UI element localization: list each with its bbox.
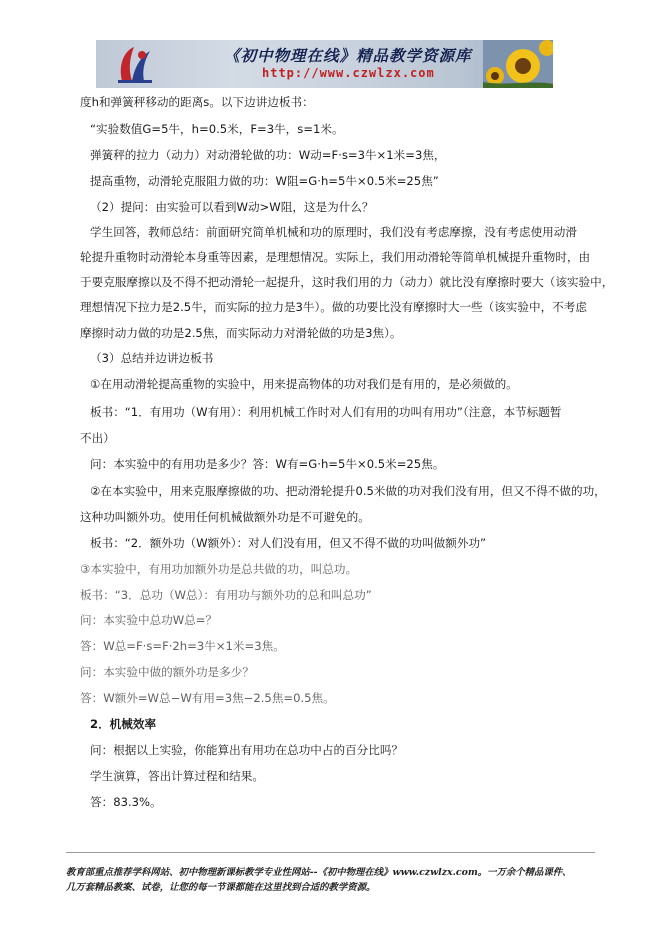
- logo-icon: [114, 43, 158, 85]
- text-line: 学生回答，教师总结：前面研究简单机械和功的原理时，我们没有考虑摩擦，没有考虑使用动滑: [90, 225, 577, 239]
- text-line: 问：本实验中总功W总=？: [80, 613, 218, 627]
- header-banner: [96, 40, 553, 88]
- text-line: 问：根据以上实验，你能算出有用功在总功中占的百分比吗？: [90, 743, 404, 757]
- section-heading: 2．机械效率: [90, 717, 157, 731]
- text-line: 弹簧秤的拉力（动力）对动滑轮做的功：W动=F·s=3牛×1米=3焦，: [90, 148, 446, 162]
- text-line: 板书：“3．总功（W总）：有用功与额外功的总和叫总功”: [80, 588, 372, 602]
- text-line: 答：83.3%。: [90, 795, 162, 809]
- text-line: （2）提问：由实验可以看到W动>W阻，这是为什么？: [90, 200, 374, 214]
- text-line: ①在用动滑轮提高重物的实验中，用来提高物体的功对我们是有用的，是必须做的。: [90, 377, 518, 391]
- footer-divider: [66, 852, 595, 853]
- text-line: （3）总结并边讲边板书: [90, 351, 214, 365]
- text-line: “实验数值G=5牛，h=0.5米，F=3牛，s=1米。: [90, 122, 344, 136]
- text-line: 板书：“1．有用功（W有用）：利用机械工作时对人们有用的功叫有用功”（注意，本节标题暂: [90, 405, 562, 419]
- text-line: ②在本实验中，用来克服摩擦做的功、把动滑轮提升0.5米做的功对我们没有用，但又不得不做的功，: [90, 484, 606, 498]
- text-line: 轮提升重物时动滑轮本身重等因素，是理想情况。实际上，我们用动滑轮等简单机械提升重物时，由: [80, 250, 591, 264]
- text-line: ③本实验中，有用功加额外功是总共做的功，叫总功。: [80, 562, 358, 576]
- text-line: 于要克服摩擦以及不得不把动滑轮一起提升，这时我们用的力（动力）就比没有摩擦时要大（该实验中，: [80, 275, 614, 289]
- text-line: 提高重物，动滑轮克服阻力做的功：W阻=G·h=5牛×0.5米=25焦”: [90, 174, 439, 188]
- text-line: 度h和弹簧秤移动的距离s。以下边讲边板书：: [80, 95, 314, 109]
- text-line: 学生演算，答出计算过程和结果。: [90, 769, 264, 783]
- banner-title: 《初中物理在线》精品教学资源库: [224, 47, 472, 65]
- banner-url[interactable]: http://www.czwlzx.com: [262, 66, 435, 80]
- footer-line: 几万套精品教案、试卷，让您的每一节课都能在这里找到合适的教学资源。: [66, 882, 376, 893]
- text-line: 不出）: [80, 431, 115, 445]
- text-line: 答：W额外=W总−W有用=3焦−2.5焦=0.5焦。: [80, 691, 335, 705]
- text-line: 问：本实验中的有用功是多少？答：W有=G·h=5牛×0.5米=25焦。: [90, 457, 445, 471]
- text-line: 这种功叫额外功。使用任何机械做额外功是不可避免的。: [80, 510, 370, 524]
- text-line: 摩擦时动力做的功是2.5焦，而实际动力对滑轮做的功是3焦）。: [80, 326, 402, 340]
- sunflower-icon: [483, 40, 553, 88]
- footer-line: 教育部重点推荐学科网站、初中物理新课标教学专业性网站--《初中物理在线》www.czwlzx.com。一万余个精品课件、: [66, 867, 572, 878]
- text-line: 答：W总=F·s=F·2h=3牛×1米=3焦。: [80, 639, 285, 653]
- text-line: 理想情况下拉力是2.5牛，而实际的拉力是3牛）。做的功要比没有摩擦时大一些（该实验中，不考虑: [80, 300, 587, 314]
- text-line: 问：本实验中做的额外功是多少？: [80, 665, 254, 679]
- text-line: 板书：“2．额外功（W额外）：对人们没有用，但又不得不做的功叫做额外功”: [90, 536, 487, 550]
